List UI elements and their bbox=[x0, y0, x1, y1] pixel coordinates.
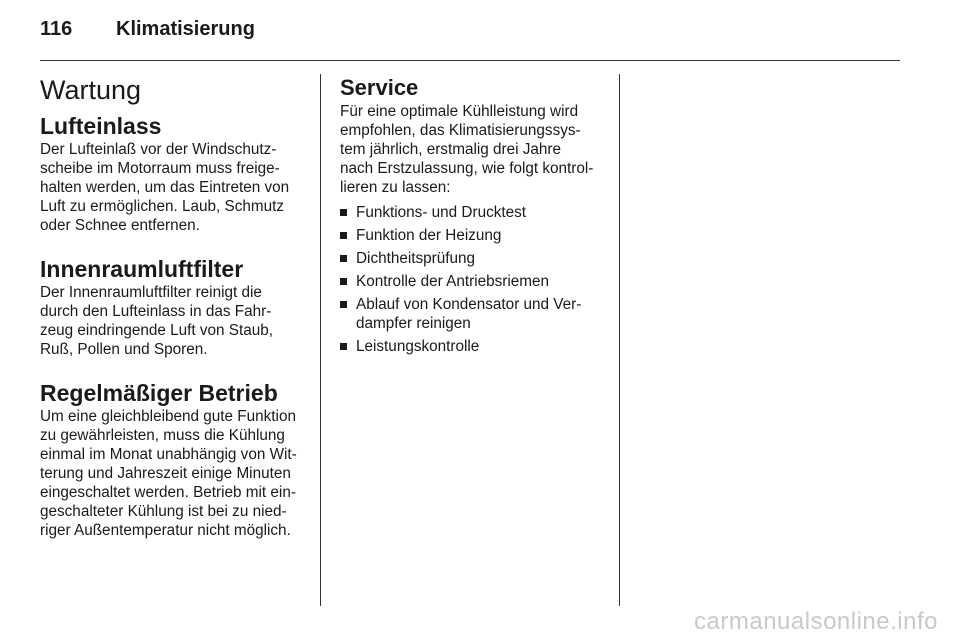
heading-innenraumluftfilter: Innenraumluftfilter bbox=[40, 256, 244, 282]
text-line: einmal im Monat unabhängig von Wit- bbox=[40, 446, 297, 463]
column-left bbox=[40, 74, 302, 540]
paragraph-innenraumluftfilter bbox=[40, 283, 302, 359]
text-line: Luft zu ermöglichen. Laub, Schmutz bbox=[40, 198, 285, 215]
paragraph-lufteinlass bbox=[40, 140, 302, 235]
header-rule bbox=[40, 60, 900, 61]
text-line: Ruß, Pollen und Sporen. bbox=[40, 341, 208, 358]
text-line: tem jährlich, erstmalig drei Jahre bbox=[340, 141, 562, 158]
text-line: Um eine gleichbleibend gute Funktion bbox=[40, 408, 296, 425]
column-divider-2 bbox=[619, 74, 620, 606]
column-middle bbox=[340, 74, 602, 360]
service-checklist bbox=[340, 203, 602, 356]
chapter-title: Klimatisierung bbox=[116, 18, 255, 40]
list-item: Kontrolle der Antriebsriemen bbox=[340, 272, 602, 291]
paragraph-service bbox=[340, 102, 602, 197]
page-header bbox=[40, 18, 255, 41]
text-line: Der Lufteinlaß vor der Windschutz- bbox=[40, 141, 277, 158]
heading-regelmaessiger-betrieb: Regelmäßiger Betrieb bbox=[40, 380, 278, 406]
text-line: lieren zu lassen: bbox=[340, 179, 451, 196]
text-line: terung und Jahreszeit einige Minuten bbox=[40, 465, 291, 482]
list-item: Ablauf von Kondensator und Ver- dampfer reinigen bbox=[340, 295, 602, 333]
section-title-wartung: Wartung bbox=[40, 75, 142, 105]
bullet-square-icon bbox=[340, 343, 347, 350]
list-item: Dichtheitsprüfung bbox=[340, 249, 602, 268]
text-line: geschalteter Kühlung ist bei zu nied- bbox=[40, 503, 287, 520]
text-line: nach Erstzulassung, wie folgt kontrol- bbox=[340, 160, 594, 177]
bullet-square-icon bbox=[340, 301, 347, 308]
bullet-square-icon bbox=[340, 278, 347, 285]
text-line: halten werden, um das Eintreten von bbox=[40, 179, 290, 196]
list-item: Funktion der Heizung bbox=[340, 226, 602, 245]
text-line: riger Außentemperatur nicht möglich. bbox=[40, 522, 291, 539]
text-line: oder Schnee entfernen. bbox=[40, 217, 200, 234]
text-line: zeug eindringende Luft von Staub, bbox=[40, 322, 274, 339]
page-number: 116 bbox=[40, 18, 73, 40]
list-item: Funktions- und Drucktest bbox=[340, 203, 602, 222]
heading-lufteinlass: Lufteinlass bbox=[40, 113, 162, 139]
watermark: carmanualsonline.info bbox=[694, 608, 938, 635]
bullet-square-icon bbox=[340, 255, 347, 262]
heading-service: Service bbox=[340, 75, 419, 100]
text-line: durch den Lufteinlass in das Fahr- bbox=[40, 303, 272, 320]
bullet-square-icon bbox=[340, 209, 347, 216]
text-line: zu gewährleisten, muss die Kühlung bbox=[40, 427, 285, 444]
paragraph-betrieb bbox=[40, 407, 302, 540]
text-line: Der Innenraumluftfilter reinigt die bbox=[40, 284, 262, 301]
text-line: eingeschaltet werden. Betrieb mit ein- bbox=[40, 484, 296, 501]
text-line: Für eine optimale Kühlleistung wird bbox=[340, 103, 579, 120]
column-divider-1 bbox=[320, 74, 321, 606]
list-item: Leistungskontrolle bbox=[340, 337, 602, 356]
bullet-square-icon bbox=[340, 232, 347, 239]
text-line: empfohlen, das Klimatisierungssys- bbox=[340, 122, 581, 139]
text-line: scheibe im Motorraum muss freige- bbox=[40, 160, 280, 177]
